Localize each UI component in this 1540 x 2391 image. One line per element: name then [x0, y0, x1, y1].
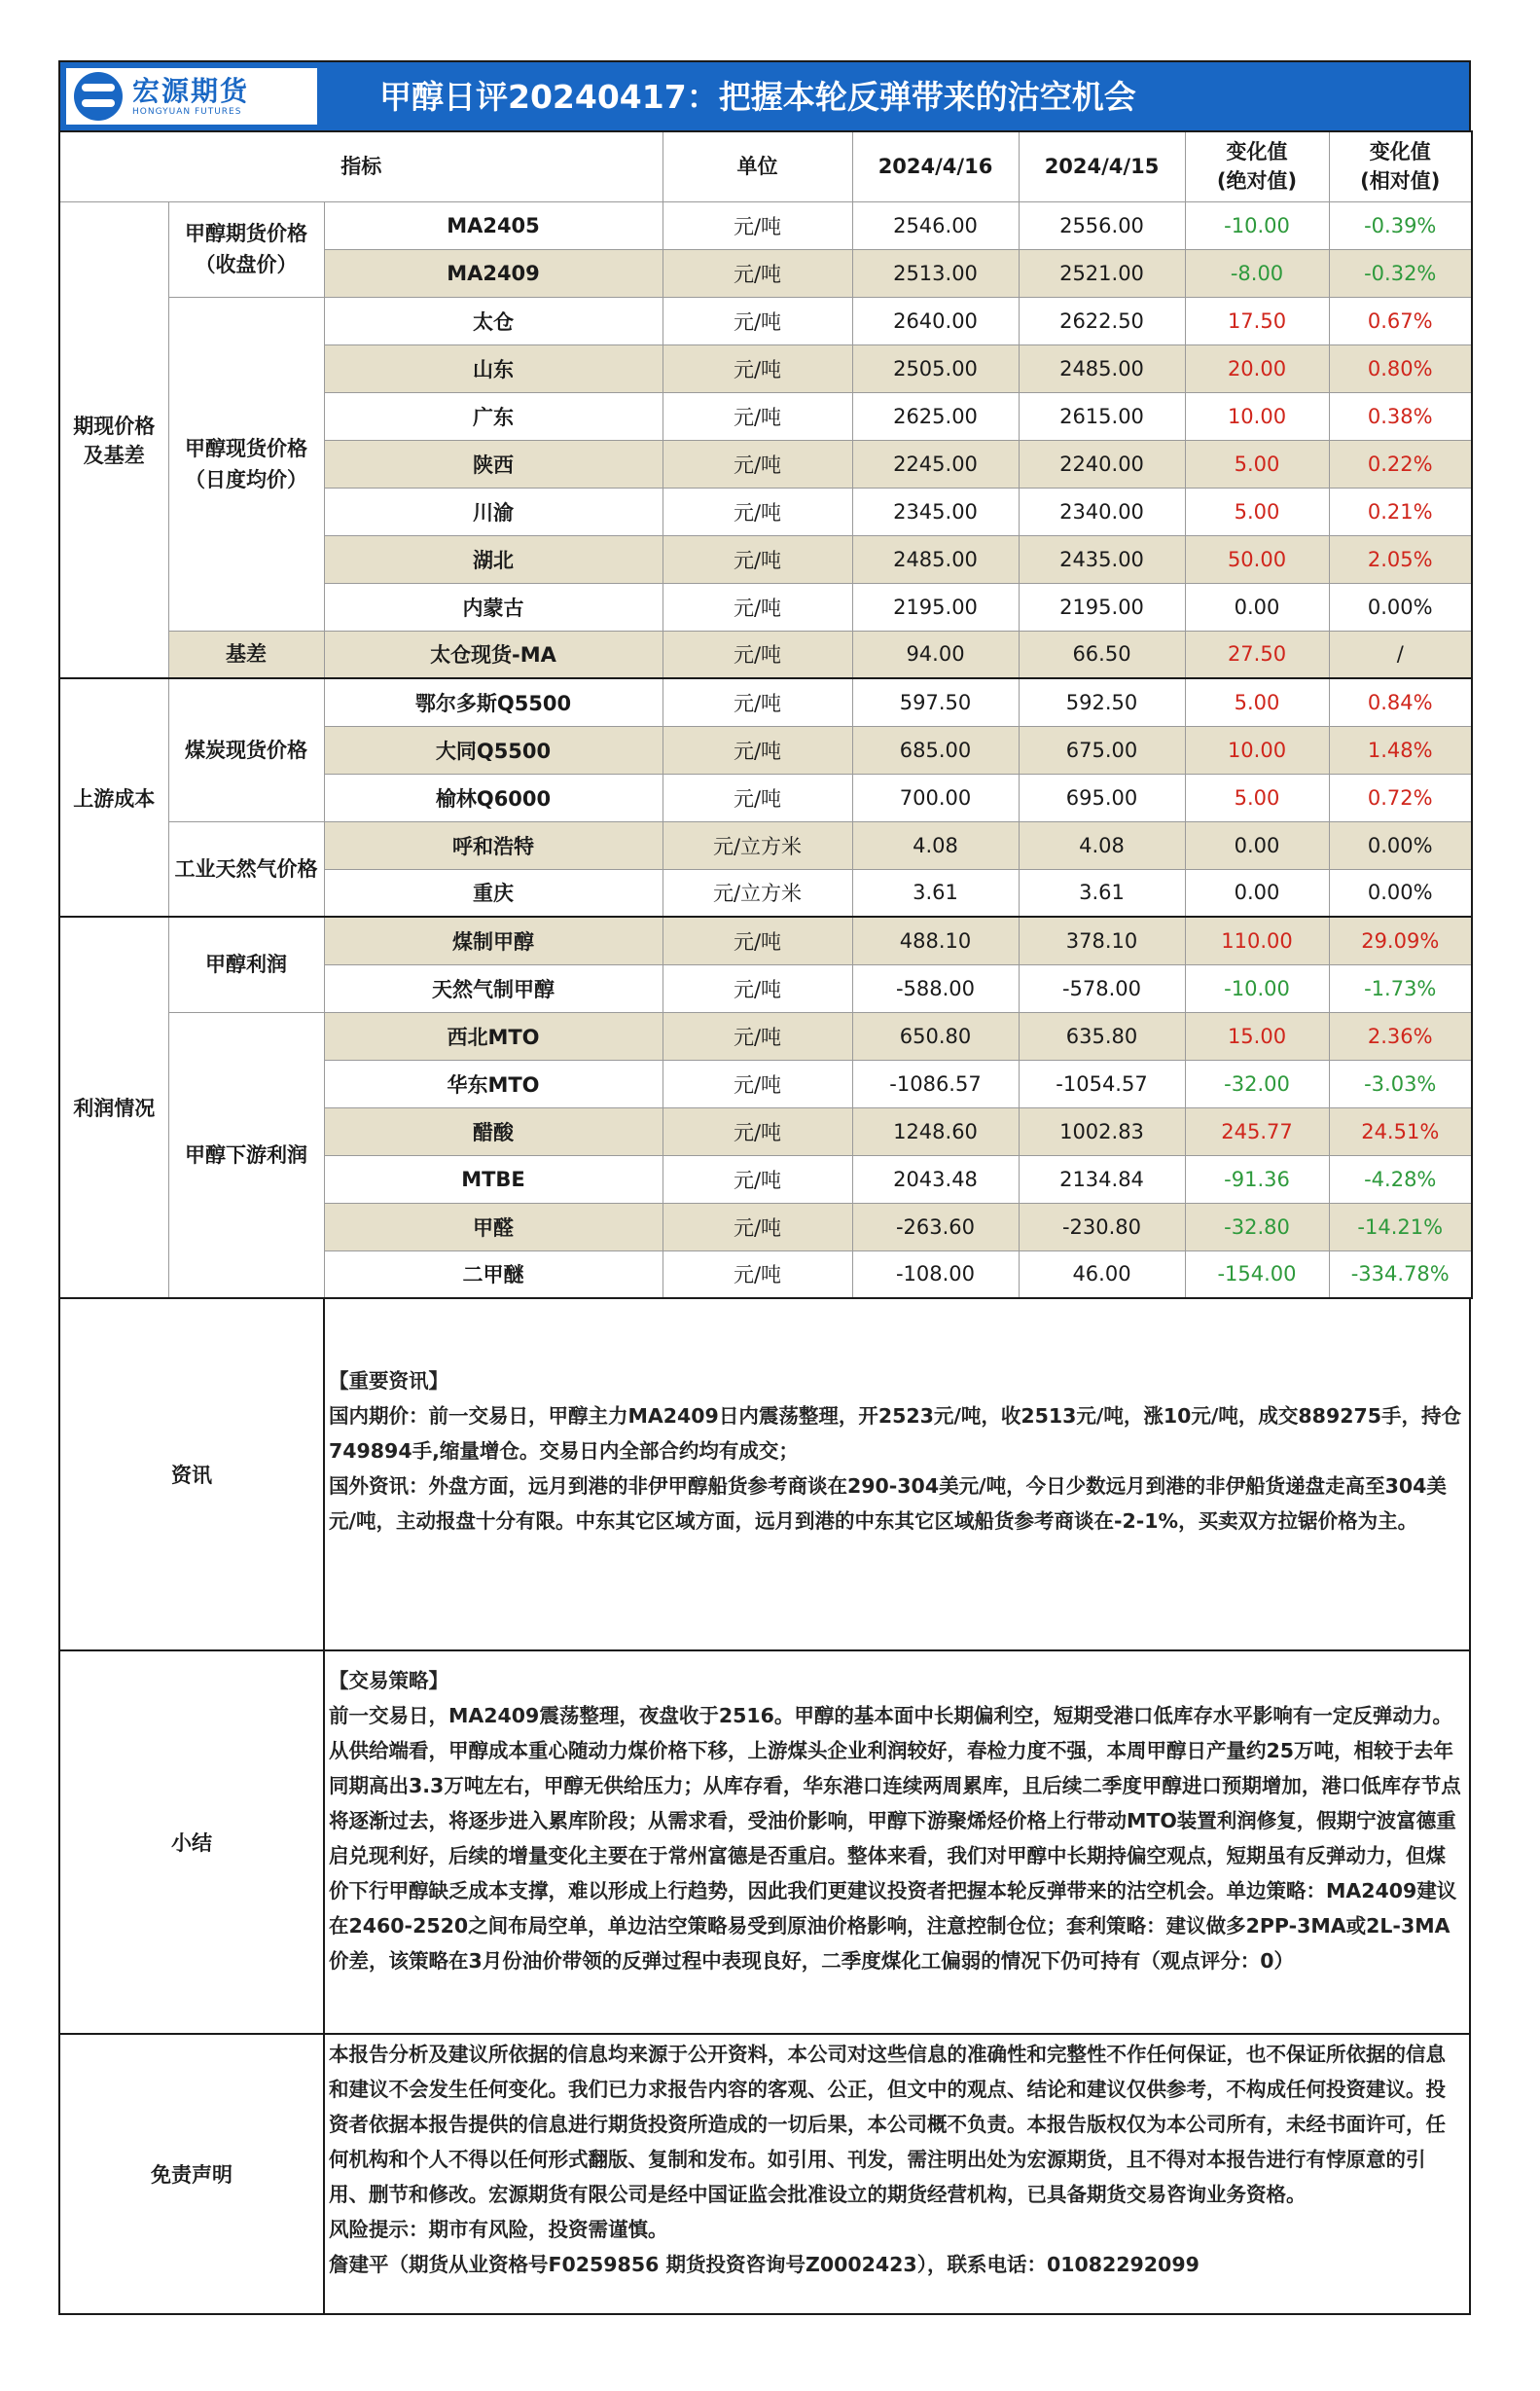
- table-row: [59, 917, 1472, 964]
- row-value-date-2: -1054.57: [1019, 1060, 1185, 1107]
- row-change-abs: -8.00: [1185, 249, 1329, 297]
- row-change-rel: 0.21%: [1329, 488, 1472, 535]
- group-label: 甲醇下游利润: [168, 1012, 324, 1298]
- news-domestic: 国内期价：前一交易日，甲醇主力MA2409日内震荡整理，开2523元/吨，收2513元/吨，涨10元/吨，成交889275手，持仓749894手,缩量增仓。交易日内全部合约均有成交；: [329, 1404, 1462, 1463]
- row-change-abs: 17.50: [1185, 297, 1329, 344]
- row-value-date-1: 4.08: [852, 821, 1019, 869]
- row-name: 湖北: [324, 535, 663, 583]
- col-change-abs: [1185, 131, 1329, 201]
- row-change-abs: 0.00: [1185, 821, 1329, 869]
- row-change-abs: 0.00: [1185, 583, 1329, 631]
- disclaimer-section: [58, 2035, 1471, 2315]
- row-value-date-1: 685.00: [852, 726, 1019, 774]
- row-value-date-1: 2043.48: [852, 1155, 1019, 1203]
- summary-section: [58, 1651, 1471, 2035]
- row-name: 煤制甲醇: [324, 917, 663, 964]
- col-change-abs-line1: 变化值: [1226, 140, 1288, 164]
- row-name: 西北MTO: [324, 1012, 663, 1060]
- row-value-date-2: 2521.00: [1019, 249, 1185, 297]
- section-label: 上游成本: [59, 678, 168, 917]
- row-value-date-2: 2435.00: [1019, 535, 1185, 583]
- row-change-abs: -10.00: [1185, 964, 1329, 1012]
- row-value-date-1: 2195.00: [852, 583, 1019, 631]
- row-change-rel: 0.80%: [1329, 344, 1472, 392]
- row-change-rel: 0.22%: [1329, 440, 1472, 488]
- row-change-rel: -3.03%: [1329, 1060, 1472, 1107]
- row-change-abs: 5.00: [1185, 678, 1329, 726]
- row-value-date-2: -578.00: [1019, 964, 1185, 1012]
- report-title: 甲醇日评20240417：把握本轮反弹带来的沽空机会: [379, 78, 1136, 116]
- logo-name: 宏源期货: [132, 75, 250, 107]
- row-change-rel: 2.36%: [1329, 1012, 1472, 1060]
- table-row: [59, 678, 1472, 726]
- row-value-date-2: 2485.00: [1019, 344, 1185, 392]
- table-row: [59, 1012, 1472, 1060]
- row-name: 二甲醚: [324, 1250, 663, 1298]
- row-change-rel: 0.38%: [1329, 392, 1472, 440]
- summary-label: 小结: [60, 1651, 325, 2033]
- row-change-abs: 15.00: [1185, 1012, 1329, 1060]
- row-change-rel: 0.00%: [1329, 821, 1472, 869]
- row-unit: 元/吨: [663, 1203, 852, 1250]
- row-change-rel: -334.78%: [1329, 1250, 1472, 1298]
- row-value-date-1: 2513.00: [852, 249, 1019, 297]
- summary-body: 前一交易日，MA2409震荡整理，夜盘收于2516。甲醇的基本面中长期偏利空，短期受港口低库存水平影响有一定反弹动力。从供给端看，甲醇成本重心随动力煤价格下移，上游煤头企业利润较好，春检力度不强，本周甲醇日产量约25万吨，相较于去年同期高出3.3万吨左右，甲醇无供给压力；从库存看，华东港口连续两周累库，且后续二季度甲醇进口预期增加，港口低库存节点将逐渐过去，将逐步进入累库阶段；从需求看，受油价影响，甲醇下游聚烯烃价格上行带动MTO装置利润修复，假期宁波富德重启兑现利好，后续的增量变化主要在于常州富德是否重启。整体来看，我们对甲醇中长期持偏空观点，短期虽有反弹动力，但煤价下行甲醇缺乏成本支撑，难以形成上行趋势，因此我们更建议投资者把握本轮反弹带来的沽空机会。单边策略：MA2409建议在2460-2520之间布局空单，单边沽空策略易受到原油价格影响，注意控制仓位；套利策略：建议做多2PP-3MA或2L-3MA价差，该策略在3月份油价带领的反弹过程中表现良好，二季度煤化工偏弱的情况下仍可持有（观点评分：0）: [329, 1704, 1461, 1973]
- report-page: [58, 60, 1471, 2315]
- row-change-abs: -10.00: [1185, 201, 1329, 249]
- row-value-date-1: 2546.00: [852, 201, 1019, 249]
- table-header-row: [59, 131, 1472, 201]
- row-name: MTBE: [324, 1155, 663, 1203]
- row-value-date-2: 66.50: [1019, 631, 1185, 678]
- row-unit: 元/吨: [663, 964, 852, 1012]
- row-value-date-1: -1086.57: [852, 1060, 1019, 1107]
- row-value-date-2: 3.61: [1019, 869, 1185, 917]
- row-change-abs: 5.00: [1185, 488, 1329, 535]
- row-name: 山东: [324, 344, 663, 392]
- row-change-rel: 2.05%: [1329, 535, 1472, 583]
- row-name: 榆林Q6000: [324, 774, 663, 821]
- row-unit: 元/立方米: [663, 821, 852, 869]
- row-value-date-2: 46.00: [1019, 1250, 1185, 1298]
- row-value-date-2: 2340.00: [1019, 488, 1185, 535]
- section-label: 期现价格及基差: [59, 201, 168, 678]
- table-row: [59, 821, 1472, 869]
- row-unit: 元/吨: [663, 1060, 852, 1107]
- row-unit: 元/立方米: [663, 869, 852, 917]
- group-label: 甲醇现货价格（日度均价）: [168, 297, 324, 631]
- row-value-date-1: 1248.60: [852, 1107, 1019, 1155]
- row-name: 重庆: [324, 869, 663, 917]
- row-value-date-2: 2195.00: [1019, 583, 1185, 631]
- row-value-date-1: -108.00: [852, 1250, 1019, 1298]
- col-change-abs-line2: (绝对值): [1216, 169, 1298, 194]
- row-value-date-1: 2485.00: [852, 535, 1019, 583]
- row-change-abs: 5.00: [1185, 440, 1329, 488]
- row-value-date-2: 592.50: [1019, 678, 1185, 726]
- row-value-date-2: 2556.00: [1019, 201, 1185, 249]
- row-unit: 元/吨: [663, 774, 852, 821]
- row-value-date-2: 378.10: [1019, 917, 1185, 964]
- row-change-rel: -1.73%: [1329, 964, 1472, 1012]
- table-row: [59, 201, 1472, 249]
- data-table: [58, 130, 1473, 1299]
- row-change-rel: 24.51%: [1329, 1107, 1472, 1155]
- row-unit: 元/吨: [663, 1250, 852, 1298]
- row-name: 川渝: [324, 488, 663, 535]
- row-change-abs: -154.00: [1185, 1250, 1329, 1298]
- row-change-rel: 0.00%: [1329, 583, 1472, 631]
- row-unit: 元/吨: [663, 917, 852, 964]
- company-logo: [66, 68, 317, 125]
- row-name: 鄂尔多斯Q5500: [324, 678, 663, 726]
- row-change-abs: 245.77: [1185, 1107, 1329, 1155]
- row-value-date-2: 4.08: [1019, 821, 1185, 869]
- row-name: MA2409: [324, 249, 663, 297]
- row-change-abs: -32.00: [1185, 1060, 1329, 1107]
- row-change-abs: -91.36: [1185, 1155, 1329, 1203]
- row-change-rel: 29.09%: [1329, 917, 1472, 964]
- news-section: [58, 1299, 1471, 1651]
- row-change-rel: 0.67%: [1329, 297, 1472, 344]
- row-name: 内蒙古: [324, 583, 663, 631]
- group-label: 甲醇利润: [168, 917, 324, 1012]
- row-unit: 元/吨: [663, 726, 852, 774]
- row-value-date-1: 2245.00: [852, 440, 1019, 488]
- group-label: 甲醇期货价格（收盘价）: [168, 201, 324, 297]
- table-row: [59, 297, 1472, 344]
- row-unit: 元/吨: [663, 440, 852, 488]
- row-value-date-1: -263.60: [852, 1203, 1019, 1250]
- col-change-rel: [1329, 131, 1472, 201]
- col-date-1: 2024/4/16: [852, 131, 1019, 201]
- col-indicator: 指标: [59, 131, 663, 201]
- news-heading: 【重要资讯】: [329, 1369, 448, 1393]
- row-value-date-1: 2505.00: [852, 344, 1019, 392]
- report-header: [58, 60, 1471, 130]
- row-unit: 元/吨: [663, 297, 852, 344]
- news-label: 资讯: [60, 1299, 325, 1649]
- row-value-date-1: 2640.00: [852, 297, 1019, 344]
- row-value-date-1: 650.80: [852, 1012, 1019, 1060]
- row-unit: 元/吨: [663, 1155, 852, 1203]
- row-value-date-1: 700.00: [852, 774, 1019, 821]
- news-overseas: 国外资讯：外盘方面，远月到港的非伊甲醇船货参考商谈在290-304美元/吨，今日少数远月到港的非伊船货递盘走高至304美元/吨，主动报盘十分有限。中东其它区域方面，远月到港的中东其它区域船货参考商谈在-2-1%，买卖双方拉锯价格为主。: [329, 1474, 1447, 1533]
- row-change-abs: -32.80: [1185, 1203, 1329, 1250]
- row-change-abs: 10.00: [1185, 392, 1329, 440]
- row-change-abs: 10.00: [1185, 726, 1329, 774]
- col-change-rel-line1: 变化值: [1369, 140, 1431, 164]
- row-change-rel: /: [1329, 631, 1472, 678]
- group-label: 煤炭现货价格: [168, 678, 324, 821]
- row-value-date-1: 3.61: [852, 869, 1019, 917]
- row-value-date-2: -230.80: [1019, 1203, 1185, 1250]
- row-value-date-1: 2625.00: [852, 392, 1019, 440]
- row-change-rel: 0.00%: [1329, 869, 1472, 917]
- row-value-date-1: 488.10: [852, 917, 1019, 964]
- row-name: 醋酸: [324, 1107, 663, 1155]
- row-change-rel: -0.32%: [1329, 249, 1472, 297]
- col-change-rel-line2: (相对值): [1360, 169, 1441, 194]
- row-change-rel: 0.84%: [1329, 678, 1472, 726]
- row-name: 广东: [324, 392, 663, 440]
- row-name: 华东MTO: [324, 1060, 663, 1107]
- section-label: 利润情况: [59, 917, 168, 1298]
- row-change-abs: 20.00: [1185, 344, 1329, 392]
- summary-heading: 【交易策略】: [329, 1669, 448, 1692]
- row-change-rel: 0.72%: [1329, 774, 1472, 821]
- row-name: 陕西: [324, 440, 663, 488]
- row-change-rel: -14.21%: [1329, 1203, 1472, 1250]
- row-name: 大同Q5500: [324, 726, 663, 774]
- row-value-date-2: 2615.00: [1019, 392, 1185, 440]
- row-unit: 元/吨: [663, 249, 852, 297]
- row-name: MA2405: [324, 201, 663, 249]
- analyst-info: 詹建平（期货从业资格号F0259856 期货投资咨询号Z0002423），联系电话：01082292099: [329, 2253, 1200, 2276]
- row-unit: 元/吨: [663, 344, 852, 392]
- logo-english: HONGYUAN FUTURES: [132, 107, 242, 117]
- row-unit: 元/吨: [663, 1012, 852, 1060]
- group-label: 工业天然气价格: [168, 821, 324, 917]
- row-change-abs: 0.00: [1185, 869, 1329, 917]
- row-name: 甲醛: [324, 1203, 663, 1250]
- row-value-date-2: 2134.84: [1019, 1155, 1185, 1203]
- row-name: 天然气制甲醇: [324, 964, 663, 1012]
- row-unit: 元/吨: [663, 535, 852, 583]
- row-value-date-2: 1002.83: [1019, 1107, 1185, 1155]
- row-value-date-2: 635.80: [1019, 1012, 1185, 1060]
- col-date-2: 2024/4/15: [1019, 131, 1185, 201]
- col-unit: 单位: [663, 131, 852, 201]
- row-change-rel: -0.39%: [1329, 201, 1472, 249]
- row-value-date-2: 2622.50: [1019, 297, 1185, 344]
- row-value-date-1: -588.00: [852, 964, 1019, 1012]
- row-unit: 元/吨: [663, 201, 852, 249]
- row-change-abs: 5.00: [1185, 774, 1329, 821]
- row-name: 太仓: [324, 297, 663, 344]
- row-unit: 元/吨: [663, 488, 852, 535]
- row-unit: 元/吨: [663, 392, 852, 440]
- group-label: 基差: [168, 631, 324, 678]
- row-value-date-2: 675.00: [1019, 726, 1185, 774]
- row-value-date-2: 2240.00: [1019, 440, 1185, 488]
- row-change-abs: 110.00: [1185, 917, 1329, 964]
- table-row: [59, 631, 1472, 678]
- row-name: 太仓现货-MA: [324, 631, 663, 678]
- row-change-rel: 1.48%: [1329, 726, 1472, 774]
- row-value-date-1: 2345.00: [852, 488, 1019, 535]
- logo-icon: [74, 72, 123, 121]
- row-unit: 元/吨: [663, 583, 852, 631]
- disclaimer-body: 本报告分析及建议所依据的信息均来源于公开资料，本公司对这些信息的准确性和完整性不作任何保证，也不保证所依据的信息和建议不会发生任何变化。我们已力求报告内容的客观、公正，但文中的观点、结论和建议仅供参考，不构成任何投资建议。投资者依据本报告提供的信息进行期货投资所造成的一切后果，本公司概不负责。本报告版权仅为本公司所有，未经书面许可，任何机构和个人不得以任何形式翻版、复制和发布。如引用、刊发，需注明出处为宏源期货，且不得对本报告进行有悖原意的引用、删节和修改。宏源期货有限公司是经中国证监会批准设立的期货经营机构，已具备期货交易咨询业务资格。: [329, 2043, 1446, 2206]
- row-value-date-2: 695.00: [1019, 774, 1185, 821]
- row-unit: 元/吨: [663, 1107, 852, 1155]
- disclaimer-label: 免责声明: [60, 2035, 325, 2313]
- row-unit: 元/吨: [663, 631, 852, 678]
- row-change-rel: -4.28%: [1329, 1155, 1472, 1203]
- row-name: 呼和浩特: [324, 821, 663, 869]
- row-value-date-1: 597.50: [852, 678, 1019, 726]
- row-unit: 元/吨: [663, 678, 852, 726]
- row-value-date-1: 94.00: [852, 631, 1019, 678]
- row-change-abs: 50.00: [1185, 535, 1329, 583]
- row-change-abs: 27.50: [1185, 631, 1329, 678]
- risk-warning: 风险提示：期市有风险，投资需谨慎。: [329, 2218, 668, 2241]
